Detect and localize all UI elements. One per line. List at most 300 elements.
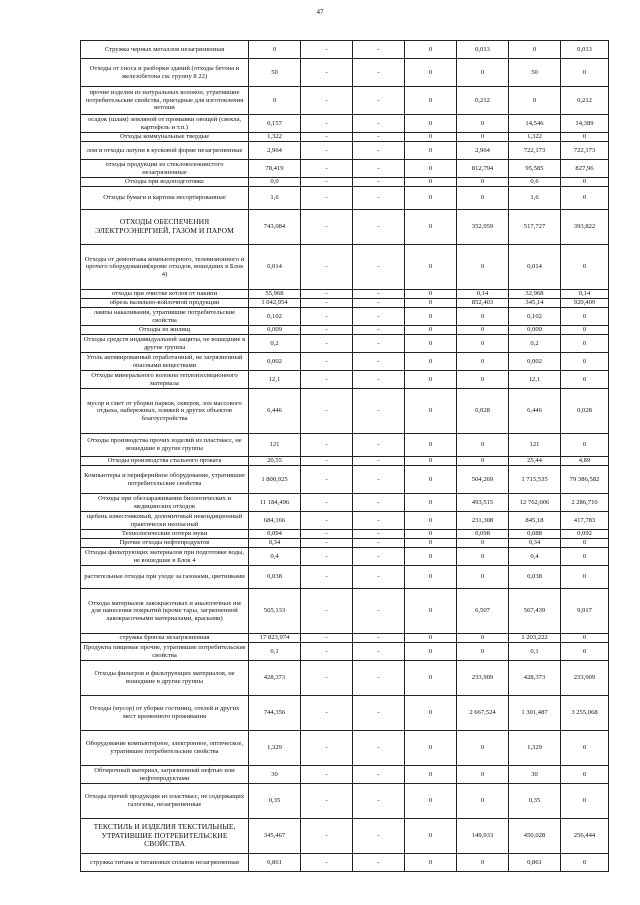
- value-cell-v6: 32,968: [509, 290, 561, 299]
- value-cell-v3: -: [353, 661, 405, 696]
- value-cell-v2: -: [301, 457, 353, 466]
- value-cell-v2: -: [301, 353, 353, 371]
- value-cell-v1: 0,4: [249, 548, 301, 566]
- value-cell-v2: -: [301, 494, 353, 512]
- value-cell-v1: 0,009: [249, 326, 301, 335]
- value-cell-v5: 0: [457, 335, 509, 353]
- waste-name-cell: Технологические потери муки: [81, 530, 249, 539]
- value-cell-v1: 20,55: [249, 457, 301, 466]
- value-cell-v1: 1,322: [249, 133, 301, 142]
- value-cell-v5: 2,964: [457, 142, 509, 160]
- value-cell-v3: -: [353, 566, 405, 589]
- value-cell-v7: 0: [561, 178, 609, 187]
- value-cell-v5: 0: [457, 643, 509, 661]
- value-cell-v1: 17 823,974: [249, 634, 301, 643]
- value-cell-v3: -: [353, 466, 405, 494]
- value-cell-v3: -: [353, 696, 405, 731]
- value-cell-v7: 827,96: [561, 160, 609, 178]
- value-cell-v6: 0,038: [509, 566, 561, 589]
- value-cell-v5: 812,794: [457, 160, 509, 178]
- value-cell-v3: -: [353, 389, 405, 434]
- value-cell-v4: 0: [405, 87, 457, 115]
- value-cell-v1: 0,038: [249, 566, 301, 589]
- table-row: [81, 142, 609, 160]
- table-row: [81, 539, 609, 548]
- value-cell-v7: 0: [561, 371, 609, 389]
- value-cell-v5: 0: [457, 178, 509, 187]
- value-cell-v1: 0,002: [249, 353, 301, 371]
- waste-name-cell: Отходы (мусор) от уборки гостиниц, отелей и других мест временного проживания: [81, 696, 249, 731]
- value-cell-v7: 0: [561, 548, 609, 566]
- table-row: [81, 784, 609, 819]
- value-cell-v3: -: [353, 512, 405, 530]
- value-cell-v3: -: [353, 457, 405, 466]
- value-cell-v3: -: [353, 530, 405, 539]
- value-cell-v2: -: [301, 548, 353, 566]
- value-cell-v6: 1 301,487: [509, 696, 561, 731]
- value-cell-v4: 0: [405, 819, 457, 854]
- value-cell-v3: -: [353, 160, 405, 178]
- waste-name-cell: Уголь активированный отработанный, не загрязненный опасными веществами: [81, 353, 249, 371]
- value-cell-v7: 0: [561, 784, 609, 819]
- waste-name-cell: Отходы фильтров и фильтрующих материалов, не вошедшие в другие группы: [81, 661, 249, 696]
- value-cell-v4: 0: [405, 548, 457, 566]
- value-cell-v3: -: [353, 548, 405, 566]
- value-cell-v5: 0,098: [457, 530, 509, 539]
- value-cell-v5: 852,403: [457, 299, 509, 308]
- value-cell-v4: 0: [405, 187, 457, 210]
- value-cell-v2: -: [301, 643, 353, 661]
- value-cell-v7: 9,017: [561, 589, 609, 634]
- value-cell-v6: 450,028: [509, 819, 561, 854]
- value-cell-v5: 0,212: [457, 87, 509, 115]
- value-cell-v5: 352,959: [457, 210, 509, 245]
- value-cell-v2: -: [301, 854, 353, 872]
- value-cell-v4: 0: [405, 142, 457, 160]
- value-cell-v7: 0: [561, 643, 609, 661]
- value-cell-v1: 50: [249, 59, 301, 87]
- value-cell-v7: 0: [561, 187, 609, 210]
- value-cell-v6: 0,861: [509, 854, 561, 872]
- value-cell-v2: -: [301, 326, 353, 335]
- value-cell-v4: 0: [405, 457, 457, 466]
- value-cell-v3: -: [353, 371, 405, 389]
- waste-name-cell: Отходы прочей продукции из пластмасс, не содержащих галогены, незагрязненные: [81, 784, 249, 819]
- value-cell-v7: 0: [561, 133, 609, 142]
- value-cell-v1: 78,419: [249, 160, 301, 178]
- table-row: [81, 335, 609, 353]
- table-row: [81, 661, 609, 696]
- value-cell-v5: 231,308: [457, 512, 509, 530]
- table-row: [81, 87, 609, 115]
- value-cell-v3: -: [353, 142, 405, 160]
- value-cell-v7: 79 386,582: [561, 466, 609, 494]
- table-row: [81, 512, 609, 530]
- value-cell-v1: 0,094: [249, 530, 301, 539]
- value-cell-v1: 0,1: [249, 643, 301, 661]
- table-row: [81, 766, 609, 784]
- waste-name-cell: прочие изделия из натуральных волокон, утратившие потребительские свойства, пригодные для изготовления ветоши: [81, 87, 249, 115]
- waste-name-cell: растительные отходы при уходе за газонами, цветниками: [81, 566, 249, 589]
- value-cell-v4: 0: [405, 299, 457, 308]
- value-cell-v4: 0: [405, 643, 457, 661]
- value-cell-v7: 0: [561, 731, 609, 766]
- value-cell-v2: -: [301, 245, 353, 290]
- value-cell-v4: 0: [405, 245, 457, 290]
- value-cell-v4: 0: [405, 133, 457, 142]
- value-cell-v6: 0,34: [509, 539, 561, 548]
- value-cell-v2: -: [301, 335, 353, 353]
- value-cell-v1: 0,35: [249, 784, 301, 819]
- value-cell-v1: 0,0: [249, 178, 301, 187]
- value-cell-v5: 0: [457, 326, 509, 335]
- value-cell-v4: 0: [405, 308, 457, 326]
- waste-name-cell: Оборудование компьютерное, электронное, оптическое, утратившее потребительские свойства: [81, 731, 249, 766]
- value-cell-v4: 0: [405, 539, 457, 548]
- table-row: [81, 187, 609, 210]
- value-cell-v7: 0: [561, 566, 609, 589]
- value-cell-v2: -: [301, 466, 353, 494]
- value-cell-v7: 0: [561, 353, 609, 371]
- value-cell-v6: 722,173: [509, 142, 561, 160]
- value-cell-v5: 0: [457, 457, 509, 466]
- table-row: [81, 494, 609, 512]
- value-cell-v3: -: [353, 335, 405, 353]
- value-cell-v7: 256,444: [561, 819, 609, 854]
- value-cell-v2: -: [301, 41, 353, 59]
- value-cell-v7: 0: [561, 245, 609, 290]
- table-row: [81, 178, 609, 187]
- value-cell-v2: -: [301, 142, 353, 160]
- value-cell-v4: 0: [405, 41, 457, 59]
- value-cell-v7: 0,028: [561, 389, 609, 434]
- value-cell-v2: -: [301, 434, 353, 457]
- table-row: [81, 160, 609, 178]
- value-cell-v6: 6,446: [509, 389, 561, 434]
- value-cell-v5: 0: [457, 548, 509, 566]
- value-cell-v4: 0: [405, 566, 457, 589]
- value-cell-v2: -: [301, 178, 353, 187]
- value-cell-v6: 0,088: [509, 530, 561, 539]
- value-cell-v5: 0: [457, 566, 509, 589]
- value-cell-v6: 0,2: [509, 335, 561, 353]
- waste-name-cell: Компьютеры и периферийное оборудование, утратившие потребительские свойства: [81, 466, 249, 494]
- value-cell-v4: 0: [405, 290, 457, 299]
- waste-name-cell: лампы накаливания, утратившие потребительские свойства: [81, 308, 249, 326]
- value-cell-v2: -: [301, 512, 353, 530]
- value-cell-v7: 0,013: [561, 41, 609, 59]
- waste-name-cell: осадок (шлам) земляной от промывки овощей (свекла, картофель и т.п.): [81, 115, 249, 133]
- value-cell-v6: 0,002: [509, 353, 561, 371]
- table-row: [81, 389, 609, 434]
- waste-name-cell: стружка бронзы незагрязненная: [81, 634, 249, 643]
- value-cell-v4: 0: [405, 115, 457, 133]
- value-cell-v6: 95,585: [509, 160, 561, 178]
- value-cell-v3: -: [353, 784, 405, 819]
- table-row: [81, 589, 609, 634]
- table-row: [81, 530, 609, 539]
- table-row: [81, 210, 609, 245]
- waste-name-cell: отходы при очистке котлов от накипи: [81, 290, 249, 299]
- value-cell-v3: -: [353, 634, 405, 643]
- value-cell-v2: -: [301, 290, 353, 299]
- waste-name-cell: Отходы средств индивидуальной защиты, не вошедшие в другие группы: [81, 335, 249, 353]
- value-cell-v3: -: [353, 854, 405, 872]
- value-cell-v4: 0: [405, 389, 457, 434]
- value-cell-v5: 0: [457, 133, 509, 142]
- value-cell-v5: 0,14: [457, 290, 509, 299]
- value-cell-v7: 0: [561, 326, 609, 335]
- value-cell-v1: 428,373: [249, 661, 301, 696]
- value-cell-v6: 0,4: [509, 548, 561, 566]
- value-cell-v2: -: [301, 187, 353, 210]
- value-cell-v3: -: [353, 210, 405, 245]
- value-cell-v1: 121: [249, 434, 301, 457]
- waste-name-cell: Отходы коммунальные твердые: [81, 133, 249, 142]
- value-cell-v2: -: [301, 530, 353, 539]
- value-cell-v7: 417,783: [561, 512, 609, 530]
- value-cell-v6: 0,009: [509, 326, 561, 335]
- value-cell-v3: -: [353, 41, 405, 59]
- value-cell-v1: 11 184,496: [249, 494, 301, 512]
- waste-name-cell: щебень известняковый, доломитовый некондиционный практически неопасный: [81, 512, 249, 530]
- waste-name-cell: Стружка черных металлов незагрязненная: [81, 41, 249, 59]
- value-cell-v6: 12,1: [509, 371, 561, 389]
- value-cell-v3: -: [353, 245, 405, 290]
- value-cell-v3: -: [353, 115, 405, 133]
- value-cell-v4: 0: [405, 160, 457, 178]
- table-row: [81, 731, 609, 766]
- value-cell-v7: 0,092: [561, 530, 609, 539]
- value-cell-v2: -: [301, 539, 353, 548]
- waste-name-cell: Отходы бумаги и картона несортированные: [81, 187, 249, 210]
- value-cell-v6: 1,6: [509, 187, 561, 210]
- table-row: [81, 290, 609, 299]
- table-row: [81, 548, 609, 566]
- waste-name-cell: Отходы от сноса и разборки зданий (отходы бетона и железобетона см. группу 8 22): [81, 59, 249, 87]
- value-cell-v3: -: [353, 308, 405, 326]
- value-cell-v3: -: [353, 539, 405, 548]
- value-cell-v2: -: [301, 566, 353, 589]
- value-cell-v2: -: [301, 389, 353, 434]
- value-cell-v5: 0: [457, 308, 509, 326]
- waste-name-cell: стружка титана и титановых сплавов незагрязненная: [81, 854, 249, 872]
- table-row: [81, 634, 609, 643]
- waste-name-cell: Отходы производства стального проката: [81, 457, 249, 466]
- value-cell-v6: 345,14: [509, 299, 561, 308]
- value-cell-v1: 0,157: [249, 115, 301, 133]
- value-cell-v7: 0,14: [561, 290, 609, 299]
- value-cell-v1: 30: [249, 766, 301, 784]
- value-cell-v3: -: [353, 133, 405, 142]
- value-cell-v1: 1 800,925: [249, 466, 301, 494]
- value-cell-v5: 504,269: [457, 466, 509, 494]
- table-row: [81, 115, 609, 133]
- value-cell-v1: 0,102: [249, 308, 301, 326]
- value-cell-v2: -: [301, 133, 353, 142]
- value-cell-v7: 0: [561, 766, 609, 784]
- waste-name-cell: Отходы фильтрующих материалов при подготовке воды, не вошедшие в Блок 4: [81, 548, 249, 566]
- value-cell-v7: 0,212: [561, 87, 609, 115]
- waste-name-cell: Отходы при водоподготовке: [81, 178, 249, 187]
- value-cell-v4: 0: [405, 326, 457, 335]
- value-cell-v6: 1,322: [509, 133, 561, 142]
- value-cell-v4: 0: [405, 59, 457, 87]
- value-cell-v1: 0,014: [249, 245, 301, 290]
- value-cell-v2: -: [301, 210, 353, 245]
- value-cell-v4: 0: [405, 661, 457, 696]
- value-cell-v5: 0: [457, 371, 509, 389]
- value-cell-v3: -: [353, 87, 405, 115]
- table-row: [81, 245, 609, 290]
- value-cell-v3: -: [353, 731, 405, 766]
- value-cell-v1: 12,1: [249, 371, 301, 389]
- value-cell-v7: 920,409: [561, 299, 609, 308]
- value-cell-v7: 4,89: [561, 457, 609, 466]
- value-cell-v2: -: [301, 661, 353, 696]
- table-row: [81, 566, 609, 589]
- value-cell-v2: -: [301, 160, 353, 178]
- value-cell-v6: 1,329: [509, 731, 561, 766]
- value-cell-v5: 2 667,524: [457, 696, 509, 731]
- value-cell-v7: 0: [561, 59, 609, 87]
- value-cell-v7: 722,173: [561, 142, 609, 160]
- waste-name-cell: обрезь валяльно-войлочной продукции: [81, 299, 249, 308]
- value-cell-v4: 0: [405, 634, 457, 643]
- value-cell-v6: 1 203,222: [509, 634, 561, 643]
- value-cell-v1: 744,356: [249, 696, 301, 731]
- value-cell-v6: 0: [509, 41, 561, 59]
- value-cell-v2: -: [301, 87, 353, 115]
- value-cell-v2: -: [301, 308, 353, 326]
- value-cell-v6: 0,1: [509, 643, 561, 661]
- value-cell-v4: 0: [405, 530, 457, 539]
- waste-name-cell: Отходы от демонтажа компьютерного, телевизионного и прочего оборудования(кроме отходов, вошедших в Блок 4): [81, 245, 249, 290]
- value-cell-v2: -: [301, 766, 353, 784]
- value-cell-v1: 0: [249, 87, 301, 115]
- table-row: [81, 466, 609, 494]
- value-cell-v5: 0: [457, 187, 509, 210]
- value-cell-v5: 0: [457, 854, 509, 872]
- waste-name-cell: ОТХОДЫ ОБЕСПЕЧЕНИЯ ЭЛЕКТРОЭНЕРГИЕЙ, ГАЗОМ И ПАРОМ: [81, 210, 249, 245]
- value-cell-v3: -: [353, 187, 405, 210]
- value-cell-v1: 684,166: [249, 512, 301, 530]
- table-row: [81, 643, 609, 661]
- value-cell-v3: -: [353, 290, 405, 299]
- table-row: [81, 854, 609, 872]
- value-cell-v7: 0: [561, 335, 609, 353]
- value-cell-v6: 12 762,006: [509, 494, 561, 512]
- waste-name-cell: Отходы из жилищ: [81, 326, 249, 335]
- value-cell-v3: -: [353, 299, 405, 308]
- value-cell-v4: 0: [405, 353, 457, 371]
- value-cell-v4: 0: [405, 731, 457, 766]
- table-row: [81, 299, 609, 308]
- value-cell-v5: 0,013: [457, 41, 509, 59]
- waste-name-cell: Обтирочный материал, загрязненный нефтью или нефтепродуктами: [81, 766, 249, 784]
- waste-name-cell: мусор и смет от уборки парков, скверов, зон массового отдыха, набережных, пляжей и других объектов благоустройства: [81, 389, 249, 434]
- value-cell-v7: 3 255,068: [561, 696, 609, 731]
- value-cell-v2: -: [301, 696, 353, 731]
- value-cell-v3: -: [353, 353, 405, 371]
- table-row: [81, 326, 609, 335]
- value-cell-v7: 14,389: [561, 115, 609, 133]
- table-row: [81, 353, 609, 371]
- value-cell-v4: 0: [405, 335, 457, 353]
- value-cell-v7: 2 286,710: [561, 494, 609, 512]
- value-cell-v1: 743,084: [249, 210, 301, 245]
- value-cell-v4: 0: [405, 696, 457, 731]
- value-cell-v3: -: [353, 643, 405, 661]
- value-cell-v6: 0,102: [509, 308, 561, 326]
- table-row: [81, 308, 609, 326]
- value-cell-v6: 0: [509, 87, 561, 115]
- value-cell-v4: 0: [405, 494, 457, 512]
- value-cell-v5: 0,028: [457, 389, 509, 434]
- waste-name-cell: Отходы производства прочих изделий из пластмасс, не вошедшие в другие группы: [81, 434, 249, 457]
- value-cell-v4: 0: [405, 854, 457, 872]
- value-cell-v5: 0: [457, 245, 509, 290]
- value-cell-v2: -: [301, 59, 353, 87]
- value-cell-v5: 0: [457, 115, 509, 133]
- value-cell-v1: 1,329: [249, 731, 301, 766]
- value-cell-v5: 0: [457, 59, 509, 87]
- value-cell-v6: 25,44: [509, 457, 561, 466]
- value-cell-v5: 0: [457, 353, 509, 371]
- value-cell-v5: 0: [457, 539, 509, 548]
- value-cell-v6: 121: [509, 434, 561, 457]
- value-cell-v7: 0: [561, 634, 609, 643]
- table-row: [81, 696, 609, 731]
- waste-name-cell: Отходы материалов лакокрасочных и аналогичных им для нанесения покрытий (кроме тары, загрязненной лакокрасочными материалами, красками): [81, 589, 249, 634]
- waste-name-cell: отходы продукции из стекловолокнистого незагрязненные: [81, 160, 249, 178]
- value-cell-v5: 6,507: [457, 589, 509, 634]
- value-cell-v1: 55,968: [249, 290, 301, 299]
- value-cell-v3: -: [353, 494, 405, 512]
- value-cell-v4: 0: [405, 766, 457, 784]
- value-cell-v7: 0: [561, 854, 609, 872]
- table-row: [81, 371, 609, 389]
- waste-name-cell: ТЕКСТИЛЬ И ИЗДЕЛИЯ ТЕКСТИЛЬНЫЕ, УТРАТИВШИЕ ПОТРЕБИТЕЛЬСКИЕ СВОЙСТВА: [81, 819, 249, 854]
- value-cell-v2: -: [301, 115, 353, 133]
- value-cell-v4: 0: [405, 178, 457, 187]
- value-cell-v2: -: [301, 371, 353, 389]
- value-cell-v4: 0: [405, 784, 457, 819]
- value-cell-v4: 0: [405, 210, 457, 245]
- table-row: [81, 434, 609, 457]
- value-cell-v2: -: [301, 299, 353, 308]
- value-cell-v1: 565,133: [249, 589, 301, 634]
- value-cell-v1: 0: [249, 41, 301, 59]
- table-row: [81, 457, 609, 466]
- value-cell-v4: 0: [405, 589, 457, 634]
- value-cell-v5: 493,515: [457, 494, 509, 512]
- table-row: [81, 59, 609, 87]
- value-cell-v2: -: [301, 731, 353, 766]
- value-cell-v3: -: [353, 434, 405, 457]
- value-cell-v5: 0: [457, 434, 509, 457]
- table-row: [81, 133, 609, 142]
- value-cell-v1: 0,34: [249, 539, 301, 548]
- waste-name-cell: Продукты пищевые прочие, утратившие потребительские свойства: [81, 643, 249, 661]
- value-cell-v1: 0,2: [249, 335, 301, 353]
- value-cell-v7: 0: [561, 308, 609, 326]
- waste-name-cell: Отходы при обеззараживании биологических и медицинских отходов: [81, 494, 249, 512]
- value-cell-v5: 0: [457, 766, 509, 784]
- table-row: [81, 41, 609, 59]
- waste-name-cell: Отходы минерального волокна теплоизоляционного материала: [81, 371, 249, 389]
- value-cell-v1: 345,467: [249, 819, 301, 854]
